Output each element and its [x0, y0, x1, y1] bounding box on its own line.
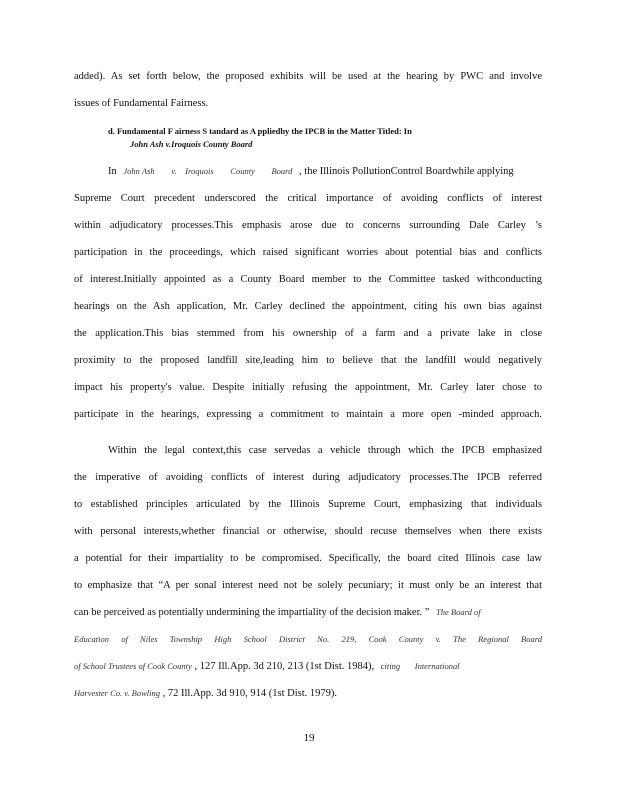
body-text-line: the imperative of avoiding conflicts of interest during adjudicatory processes.The IPCB referred: [74, 472, 542, 483]
case-citation-line: [74, 660, 542, 673]
page-number: 19: [303, 732, 315, 744]
body-text-line: within adjudicatory processes.This emphasis arose due to concerns surrounding Dale Carley ’s: [74, 220, 542, 231]
body-text-line: added). As set forth below, the proposed exhibits will be used at the hearing by PWC and involve: [74, 71, 542, 82]
body-text-line: Within the legal context,this case servedas a vehicle through which the IPCB emphasized: [108, 445, 542, 456]
body-text-line: to established principles articulated by the Illinois Supreme Court, emphasizing that individuals: [74, 499, 542, 510]
section-heading: d. Fundamental F airness S tandard as A ppliedby the IPCB in the Matter Titled: In: [108, 126, 412, 136]
text-run: , 127 Ill.App. 3d 210, 213 (1st Dist. 1984),: [194, 661, 375, 672]
body-text-line: a potential for their impartiality to be compromised. Specifically, the board cited Illinois case law: [74, 553, 542, 564]
text-run: In: [108, 166, 117, 177]
body-text-line: hearings on the Ash application, Mr. Carley declined the appointment, citing his own bias against: [74, 301, 542, 312]
case-name: Board: [271, 166, 293, 176]
case-name: Iroquois: [185, 166, 214, 176]
body-text-line: issues of Fundamental Fairness.: [74, 98, 209, 109]
citing-signal: citing: [380, 661, 401, 671]
body-text-line: Supreme Court precedent underscored the critical importance of avoiding conflicts of interest: [74, 193, 542, 204]
paragraph-first-line: [108, 165, 542, 178]
case-citation-line: [74, 687, 542, 700]
case-citation: Harvester Co. v. Bowling: [74, 688, 161, 698]
case-citation: The Board of: [436, 607, 481, 617]
body-text-line: participate in the hearings, expressing a commitment to maintain a more open -minded approach.: [74, 409, 542, 420]
case-citation: of School Trustees of Cook County: [74, 661, 192, 671]
case-citation: International: [414, 661, 460, 671]
case-citation-line: [74, 633, 542, 646]
text-run: , the Illinois PollutionControl Boardwhile applying: [299, 166, 514, 177]
body-text-line: participation in the proceedings, which raised significant worries about potential bias and conflicts: [74, 247, 542, 258]
case-name: County: [230, 166, 255, 176]
text-run: , 72 Ill.App. 3d 910, 914 (1st Dist. 1979).: [162, 688, 338, 699]
case-name: v.: [171, 166, 177, 176]
body-text-line: proximity to the proposed landfill site,leading him to believe that the landfill would negatively: [74, 355, 542, 366]
case-citation: Education of Niles Township High School District No. 219, Cook County v. The Regional Board: [74, 634, 542, 644]
case-name: John Ash: [123, 166, 155, 176]
body-text-line: impact his property's value. Despite initially refusing the appointment, Mr. Carley later chose to: [74, 382, 542, 393]
section-heading-case-title: John Ash v.Iroquois County Board: [130, 139, 253, 149]
body-text-line: of interest.Initially appointed as a County Board member to the Committee tasked withconducting: [74, 274, 542, 285]
body-text-line: with personal interests,whether financial or otherwise, should recuse themselves when there exists: [74, 526, 542, 537]
body-text-line: the application.This bias stemmed from his ownership of a farm and a private lake in close: [74, 328, 542, 339]
body-text-line: to emphasize that “A per sonal interest need not be solely pecuniary; it must only be an interest that: [74, 580, 542, 591]
body-text-line: [74, 606, 542, 619]
text-run: can be perceived as potentially undermining the impartiality of the decision maker. ”: [74, 607, 430, 618]
